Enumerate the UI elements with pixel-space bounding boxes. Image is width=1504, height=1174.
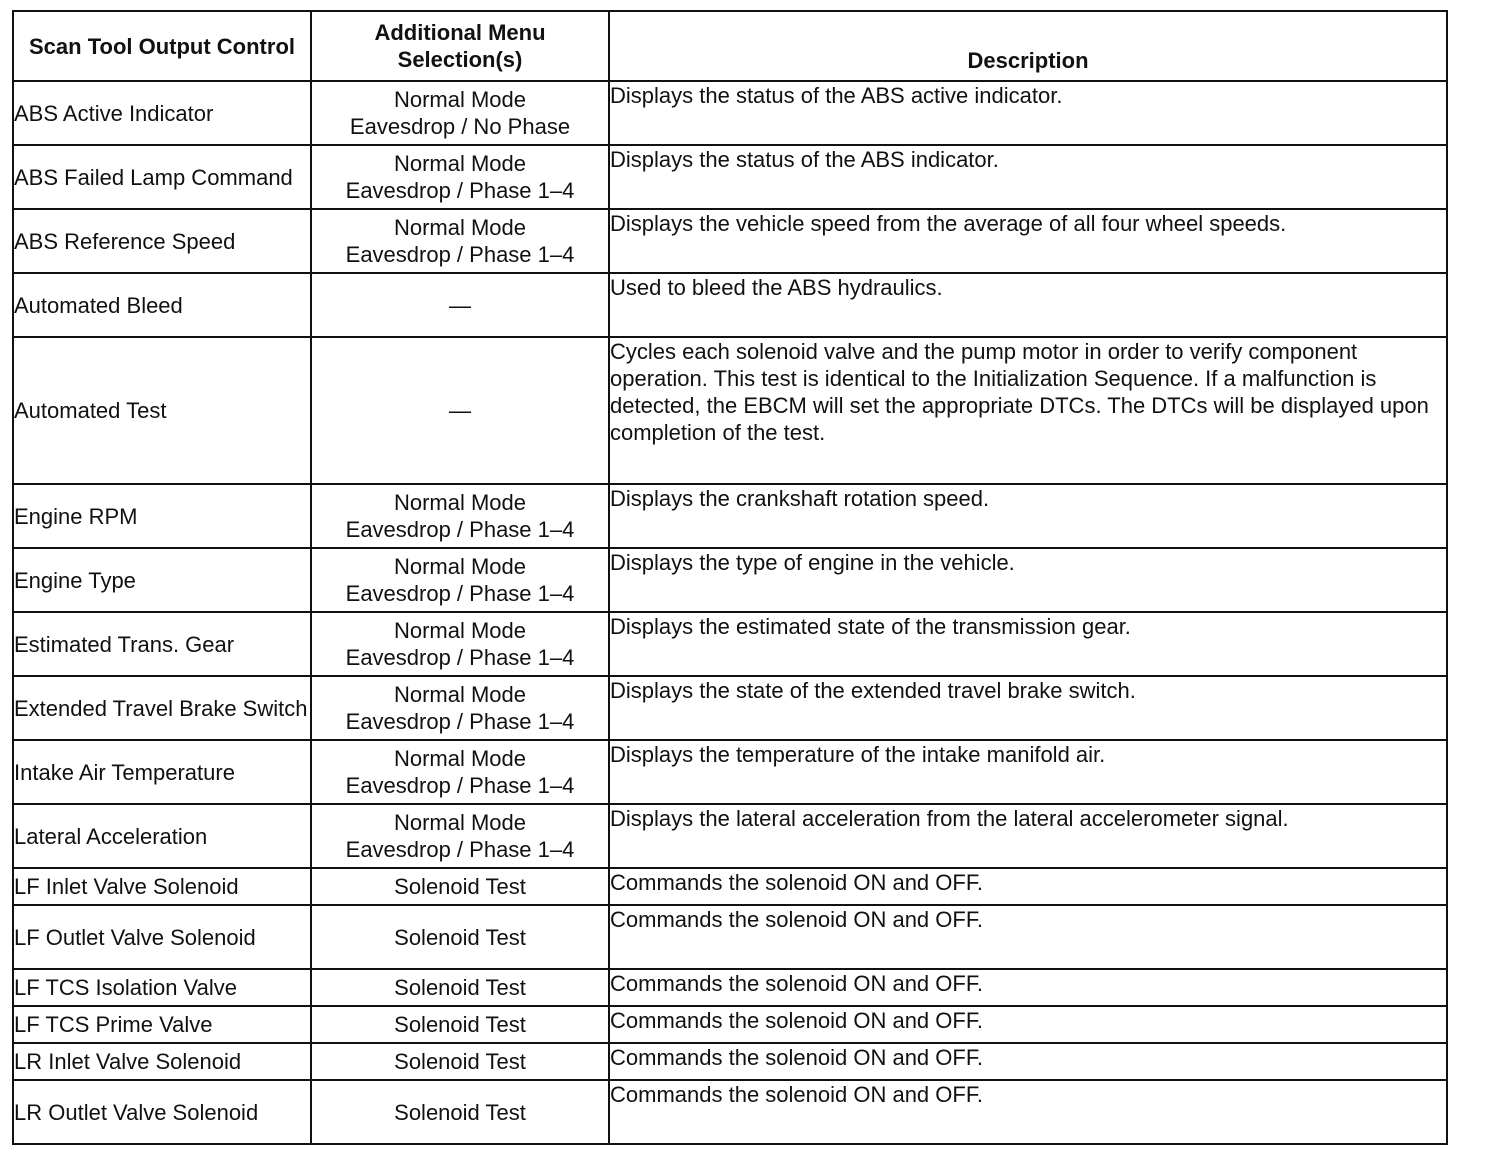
cell-menu-selection [311, 548, 609, 612]
cell-description: Displays the state of the extended travel brake switch. [609, 676, 1447, 740]
menu-selection-line: Eavesdrop / Phase 1–4 [345, 517, 575, 542]
cell-description: Displays the type of engine in the vehicle. [609, 548, 1447, 612]
menu-selection-line: Solenoid Test [394, 1099, 526, 1125]
cell-control: Lateral Acceleration [13, 804, 311, 868]
cell-control: LF Outlet Valve Solenoid [13, 905, 311, 969]
table-row [13, 548, 1447, 612]
cell-menu-selection [311, 676, 609, 740]
menu-selection-line: Eavesdrop / No Phase [349, 114, 571, 139]
cell-description: Used to bleed the ABS hydraulics. [609, 273, 1447, 337]
cell-description: Commands the solenoid ON and OFF. [609, 868, 1447, 905]
table-row [13, 337, 1447, 484]
menu-selection-line: Eavesdrop / Phase 1–4 [345, 178, 575, 203]
menu-selection-line: — [449, 292, 471, 318]
cell-menu-selection [311, 1043, 609, 1080]
cell-menu-selection [311, 969, 609, 1006]
header-menu-selections: Additional Menu Selection(s) [311, 11, 609, 81]
menu-selection-line: Eavesdrop / Phase 1–4 [345, 773, 575, 798]
cell-menu-selection [311, 1006, 609, 1043]
cell-menu-selection [311, 612, 609, 676]
cell-control: ABS Active Indicator [13, 81, 311, 145]
table-row [13, 612, 1447, 676]
cell-description: Displays the temperature of the intake manifold air. [609, 740, 1447, 804]
header-row [13, 11, 1447, 81]
table-row [13, 969, 1447, 1006]
cell-menu-selection [311, 484, 609, 548]
cell-control: Intake Air Temperature [13, 740, 311, 804]
table-row [13, 1043, 1447, 1080]
cell-description: Cycles each solenoid valve and the pump motor in order to verify component operation. This test is identical to the Initialization Sequence. If a malfunction is detected, the EBCM will set the appropriate DTCs. The DTCs will be displayed upon completion of the test. [609, 337, 1447, 484]
cell-menu-selection [311, 81, 609, 145]
table-row [13, 740, 1447, 804]
menu-selection-line: Normal Mode [393, 554, 527, 579]
cell-description: Displays the vehicle speed from the average of all four wheel speeds. [609, 209, 1447, 273]
cell-menu-selection [311, 868, 609, 905]
menu-selection-line: Solenoid Test [394, 874, 526, 899]
table-row [13, 209, 1447, 273]
header-control: Scan Tool Output Control [13, 11, 311, 81]
table-row [13, 273, 1447, 337]
table-row [13, 868, 1447, 905]
table-row [13, 1080, 1447, 1144]
cell-control: Automated Bleed [13, 273, 311, 337]
cell-description: Displays the estimated state of the transmission gear. [609, 612, 1447, 676]
menu-selection-line: Eavesdrop / Phase 1–4 [345, 837, 575, 862]
menu-selection-line: Normal Mode [393, 490, 527, 515]
menu-selection-line: Eavesdrop / Phase 1–4 [345, 709, 575, 734]
table-row [13, 81, 1447, 145]
table-row [13, 1006, 1447, 1043]
cell-menu-selection [311, 145, 609, 209]
menu-selection-line: Normal Mode [393, 215, 527, 240]
cell-menu-selection [311, 804, 609, 868]
menu-selection-line: Solenoid Test [394, 975, 526, 1000]
cell-menu-selection [311, 273, 609, 337]
cell-description: Commands the solenoid ON and OFF. [609, 1043, 1447, 1080]
cell-control: LF TCS Isolation Valve [13, 969, 311, 1006]
cell-control: Engine Type [13, 548, 311, 612]
menu-selection-line: Normal Mode [393, 151, 527, 176]
cell-menu-selection [311, 337, 609, 484]
menu-selection-line: Normal Mode [393, 746, 527, 771]
cell-control: Extended Travel Brake Switch [13, 676, 311, 740]
menu-selection-line: Eavesdrop / Phase 1–4 [345, 645, 575, 670]
cell-description: Displays the status of the ABS active indicator. [609, 81, 1447, 145]
cell-menu-selection [311, 1080, 609, 1144]
cell-control: ABS Failed Lamp Command [13, 145, 311, 209]
table-row [13, 145, 1447, 209]
cell-control: LF Inlet Valve Solenoid [13, 868, 311, 905]
cell-description: Commands the solenoid ON and OFF. [609, 1080, 1447, 1144]
cell-control: Estimated Trans. Gear [13, 612, 311, 676]
cell-description: Commands the solenoid ON and OFF. [609, 969, 1447, 1006]
cell-description: Displays the lateral acceleration from the lateral accelerometer signal. [609, 804, 1447, 868]
cell-control: ABS Reference Speed [13, 209, 311, 273]
header-description: Description [609, 11, 1447, 81]
menu-selection-line: Normal Mode [393, 87, 527, 112]
table-row [13, 676, 1447, 740]
scan-tool-output-table [12, 10, 1448, 1145]
menu-selection-line: Normal Mode [393, 810, 527, 835]
cell-description: Commands the solenoid ON and OFF. [609, 1006, 1447, 1043]
cell-control: LR Outlet Valve Solenoid [13, 1080, 311, 1144]
table-body [13, 81, 1447, 1144]
cell-description: Displays the crankshaft rotation speed. [609, 484, 1447, 548]
menu-selection-line: Solenoid Test [394, 1012, 526, 1037]
menu-selection-line: Normal Mode [393, 682, 527, 707]
menu-selection-line: Solenoid Test [394, 1049, 526, 1074]
table-row [13, 484, 1447, 548]
menu-selection-line: Eavesdrop / Phase 1–4 [345, 242, 575, 267]
cell-control: Automated Test [13, 337, 311, 484]
cell-description: Displays the status of the ABS indicator. [609, 145, 1447, 209]
cell-description: Commands the solenoid ON and OFF. [609, 905, 1447, 969]
menu-selection-line: Eavesdrop / Phase 1–4 [345, 581, 575, 606]
cell-menu-selection [311, 740, 609, 804]
menu-selection-line: Solenoid Test [394, 924, 526, 950]
cell-menu-selection [311, 905, 609, 969]
cell-control: LR Inlet Valve Solenoid [13, 1043, 311, 1080]
table-row [13, 804, 1447, 868]
table-row [13, 905, 1447, 969]
menu-selection-line: — [449, 398, 471, 423]
cell-control: Engine RPM [13, 484, 311, 548]
cell-control: LF TCS Prime Valve [13, 1006, 311, 1043]
menu-selection-line: Normal Mode [393, 618, 527, 643]
cell-menu-selection [311, 209, 609, 273]
